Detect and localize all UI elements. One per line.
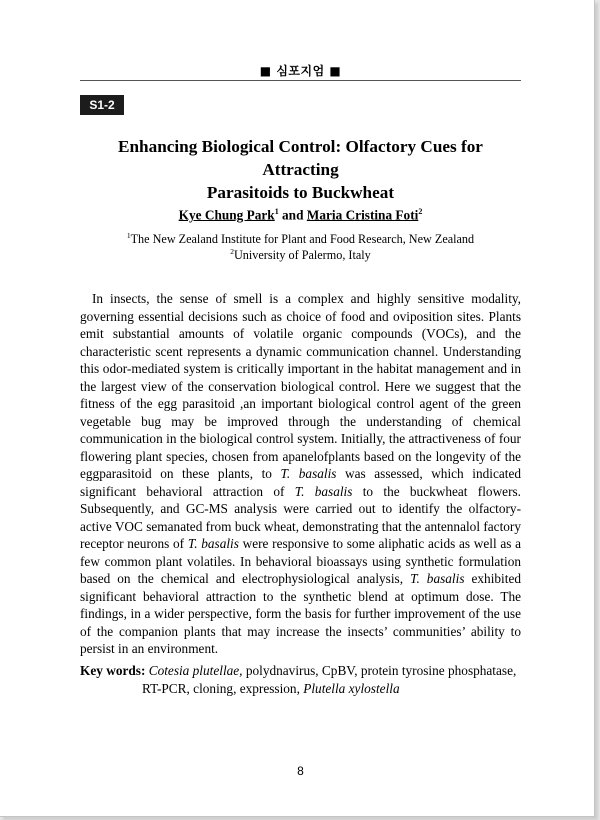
affiliation-2 [80,247,521,263]
author-name-2: Maria Cristina Foti [306,207,419,223]
author-name-1: Kye Chung Park [178,207,275,223]
species-name: T. basalis [294,483,353,499]
keywords-block [80,662,535,698]
title-line-2: Parasitoids to Buckwheat [206,183,395,202]
keyword-species-1: Cotesia plutellae, [148,663,243,678]
abstract-text-4: were responsive to some aliphatic acids as well as a few common plant volatiles. In behavioral bioassays using synthetic formulation based on the chemical and electrophysiological analysis, [80,536,521,586]
author-superscript-2: 2 [418,207,423,216]
affiliation-2-text: University of Palermo, Italy [234,248,371,263]
page-number: 8 [297,764,304,778]
species-name: T. basalis [410,571,465,586]
species-name: T. basalis [187,536,239,551]
keyword-species-2: Plutella xylostella [303,681,400,696]
abstract-text-5: exhibited significant behavioral attraction to the synthetic blend at optimum dose. The findings, in a wider perspective, form the basis for further improvement of the use of the companion plants that may increase the insects’ communities’ ability to persist in an environment. [80,571,521,656]
abstract-text-2: was assessed, which indicated significant behavioral attraction of [80,466,521,499]
author-superscript-1: 1 [274,207,279,216]
author-connector: and [278,207,307,223]
author-line [80,207,521,223]
session-badge: S1-2 [80,95,124,115]
keywords-list-1: polydnavirus, CpBV, protein tyrosine phosphatase, [242,663,517,678]
affiliation-2-marker: 2 [230,247,234,256]
affiliation-1-text: The New Zealand Institute for Plant and Food Research, New Zealand [130,232,475,247]
abstract-text-3: to the buckwheat flowers. Subsequently, and GC-MS analysis were carried out to identify the olfactory-active VOC semanated from buck wheat, demonstrating that the antennalol factory receptor neurons of [80,483,522,551]
abstract-body [80,290,521,658]
abstract-text-1: In insects, the sense of smell is a complex and highly sensitive modality, governing essential decisions such as choice of food and oviposition sites. Plants emit substantial amounts of volatile organic compounds (VOCs), and the characteristic scent represents a dynamic communication channel. Understanding this odor-mediated system is critically important in the habitat management and in the largest view of the conservation biological control. Here we suggest that the fitness of the egg parasitoid ,an important biological control agent of the green vegetable bug may be improved through the understanding of chemical communication in the biological control system. Initially, the attractiveness of four flowering plant species, chosen from apanelofplants based on the longevity of the eggparasitoid on these plants, to [80,291,521,481]
affiliation-1 [80,231,521,247]
species-name: T. basalis [280,466,337,481]
keywords-list-2: RT-PCR, cloning, expression, [142,681,304,696]
keywords-line-2 [80,680,535,698]
affiliation-1-marker: 1 [126,231,131,240]
paper-title [80,135,521,204]
running-header: ■ 심포지엄 ■ [259,64,342,78]
header-rule [80,80,521,81]
keywords-label: Key words: [80,663,146,678]
title-line-1: Enhancing Biological Control: Olfactory Cues for Attracting [118,137,483,179]
keywords-line-1 [80,662,535,680]
